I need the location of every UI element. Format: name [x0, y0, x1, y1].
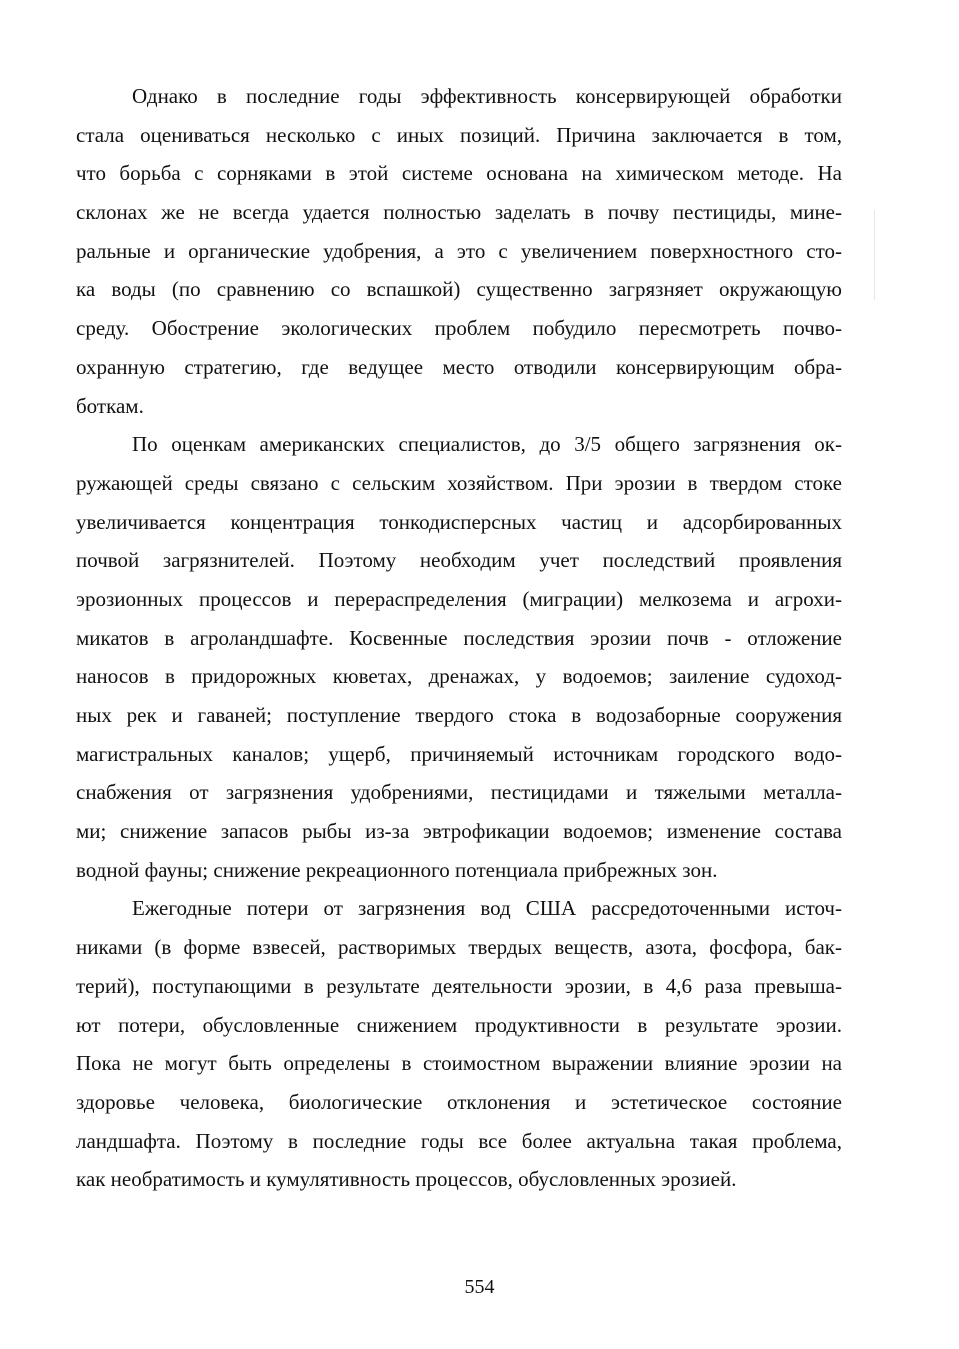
- text-line: магистральных каналов; ущерб, причиняемый источникам городского водо-: [76, 741, 842, 766]
- text-line: стала оцениваться несколько с иных позиций. Причина заключается в том,: [76, 122, 842, 147]
- text-line: почвой загрязнителей. Поэтому необходим учет последствий проявления: [76, 548, 842, 573]
- text-line: эрозионных процессов и перераспределения (миграции) мелкозема и агрохи-: [76, 586, 842, 611]
- text-line: охранную стратегию, где ведущее место отводили консервирующим обра-: [76, 354, 842, 379]
- text-line: По оценкам американских специалистов, до 3/5 общего загрязнения ок-: [132, 432, 842, 457]
- text-line: как необратимость и кумулятивность процессов, обусловленных эрозией.: [76, 1167, 737, 1192]
- text-line: ют потери, обусловленные снижением продуктивности в результате эрозии.: [76, 1012, 842, 1037]
- text-line: микатов в агроландшафте. Косвенные последствия эрозии почв - отложение: [76, 625, 842, 650]
- text-line: Пока не могут быть определены в стоимостном выражении влияние эрозии на: [76, 1051, 842, 1076]
- text-line: среду. Обострение экологических проблем побудило пересмотреть почво-: [76, 316, 842, 341]
- text-line: увеличивается концентрация тонкодисперсных частиц и адсорбированных: [76, 509, 842, 534]
- text-line: Ежегодные потери от загрязнения вод США рассредоточенными источ-: [132, 896, 842, 921]
- scan-artifact-mark: [874, 210, 875, 300]
- text-line: ландшафта. Поэтому в последние годы все более актуальна такая проблема,: [76, 1128, 842, 1153]
- text-line: никами (в форме взвесей, растворимых твердых веществ, азота, фосфора, бак-: [76, 935, 842, 960]
- text-line: снабжения от загрязнения удобрениями, пестицидами и тяжелыми металла-: [76, 780, 842, 805]
- text-line: ми; снижение запасов рыбы из-за эвтрофикации водоемов; изменение состава: [76, 819, 842, 844]
- text-line: ных рек и гаваней; поступление твердого стока в водозаборные сооружения: [76, 703, 842, 727]
- text-line: терий), поступающими в результате деятельности эрозии, в 4,6 раза превыша-: [76, 973, 842, 998]
- paragraph-1: [76, 77, 842, 425]
- text-line: боткам.: [76, 393, 144, 418]
- paragraph-3: [76, 889, 842, 1199]
- text-line: здоровье человека, биологические отклонения и эстетическое состояние: [76, 1089, 842, 1114]
- text-line: склонах же не всегда удается полностью заделать в почву пестициды, мине-: [76, 200, 842, 225]
- text-line: что борьба с сорняками в этой системе основана на химическом методе. На: [76, 161, 842, 186]
- text-line: Однако в последние годы эффективность консервирующей обработки: [132, 84, 842, 108]
- text-line: наносов в придорожных кюветах, дренажах, у водоемов; заиление судоход-: [76, 664, 842, 689]
- text-line: ральные и органические удобрения, а это с увеличением поверхностного сто-: [76, 238, 842, 263]
- text-line: ка воды (по сравнению со вспашкой) существенно загрязняет окружающую: [76, 277, 842, 302]
- body-text: [76, 77, 842, 1199]
- text-line: ружающей среды связано с сельским хозяйством. При эрозии в твердом стоке: [76, 470, 842, 495]
- page-number: 554: [464, 1276, 495, 1298]
- text-line: водной фауны; снижение рекреационного потенциала прибрежных зон.: [76, 857, 718, 882]
- paragraph-2: [76, 425, 842, 889]
